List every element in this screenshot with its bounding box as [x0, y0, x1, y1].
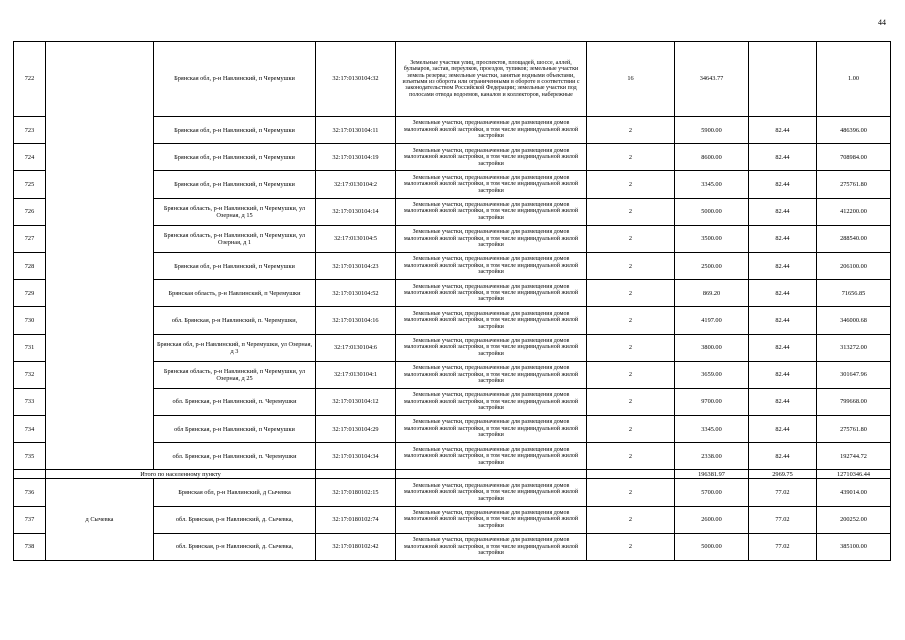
total-empty-cell: [587, 470, 675, 479]
address-cell: Брянская область, р-н Навлинский, п Черемушки: [154, 280, 316, 307]
rate-cell: 82.44: [749, 388, 817, 415]
cadastral-number-cell: 32:17:0130104:52: [316, 280, 396, 307]
address-cell: Брянская обл, р-н Навлинский, п Черемушки: [154, 252, 316, 279]
locality-cell: [46, 42, 154, 470]
area-cell: 3800.00: [675, 334, 749, 361]
group-cell: 16: [587, 42, 675, 117]
rate-cell: 77.02: [749, 506, 817, 533]
cadastral-value-cell: 275761.80: [817, 416, 891, 443]
rate-cell: 77.02: [749, 479, 817, 506]
permitted-use-cell: Земельные участки, предназначенные для размещения домов малоэтажной жилой застройки, в том числе индивидуальной жилой застройки: [396, 307, 587, 334]
address-cell: обл. Брянская, р-н Навлинский, п. Черемушки: [154, 443, 316, 470]
total-value: 12710346.44: [817, 470, 891, 479]
row-number: 722: [14, 42, 46, 117]
cadastral-value-cell: 439014.00: [817, 479, 891, 506]
area-cell: 5000.00: [675, 533, 749, 560]
area-cell: 5000.00: [675, 198, 749, 225]
cadastral-value-cell: 708984.00: [817, 144, 891, 171]
permitted-use-cell: Земельные участки, предназначенные для размещения домов малоэтажной жилой застройки, в том числе индивидуальной жилой застройки: [396, 144, 587, 171]
row-number: 729: [14, 280, 46, 307]
rate-cell: 82.44: [749, 144, 817, 171]
row-number: 730: [14, 307, 46, 334]
rate-cell: 82.44: [749, 443, 817, 470]
address-cell: Брянская обл, р-н Навлинский, п Черемушки: [154, 42, 316, 117]
row-number: 737: [14, 506, 46, 533]
permitted-use-cell: Земельные участки, предназначенные для размещения домов малоэтажной жилой застройки, в том числе индивидуальной жилой застройки: [396, 225, 587, 252]
cadastral-value-cell: 206100.00: [817, 252, 891, 279]
cadastral-number-cell: 32:17:0130104:23: [316, 252, 396, 279]
permitted-use-cell: Земельные участки, предназначенные для размещения домов малоэтажной жилой застройки, в том числе индивидуальной жилой застройки: [396, 280, 587, 307]
cadastral-number-cell: 32:17:0130104:32: [316, 42, 396, 117]
rate-cell: 77.02: [749, 533, 817, 560]
cadastral-number-cell: 32:17:0130104:1: [316, 361, 396, 388]
address-cell: Брянская обл, р-н Навлинский, п Черемушки: [154, 144, 316, 171]
cadastral-value-cell: 799668.00: [817, 388, 891, 415]
permitted-use-cell: Земельные участки, предназначенные для размещения домов малоэтажной жилой застройки, в том числе индивидуальной жилой застройки: [396, 334, 587, 361]
address-cell: Брянская область, р-н Навлинский, п Черемушки, ул Озерная, д 15: [154, 198, 316, 225]
permitted-use-cell: Земельные участки, предназначенные для размещения домов малоэтажной жилой застройки, в том числе индивидуальной жилой застройки: [396, 171, 587, 198]
cadastral-value-cell: 385100.00: [817, 533, 891, 560]
cadastral-value-cell: 275761.80: [817, 171, 891, 198]
group-cell: 2: [587, 225, 675, 252]
row-number: 732: [14, 361, 46, 388]
row-number: 724: [14, 144, 46, 171]
row-number: 726: [14, 198, 46, 225]
address-cell: обл. Брянская, р-н Навлинский, п. Черемушки: [154, 388, 316, 415]
group-cell: 2: [587, 361, 675, 388]
group-cell: 2: [587, 388, 675, 415]
row-number: 738: [14, 533, 46, 560]
area-cell: 3345.00: [675, 171, 749, 198]
area-cell: 3659.00: [675, 361, 749, 388]
permitted-use-cell: Земельные участки, предназначенные для размещения домов малоэтажной жилой застройки, в том числе индивидуальной жилой застройки: [396, 416, 587, 443]
cadastral-number-cell: 32:17:0130104:16: [316, 307, 396, 334]
address-cell: Брянская область, р-н Навлинский, п Черемушки, ул Озерная, д 1: [154, 225, 316, 252]
total-empty-cell: [14, 470, 46, 479]
area-cell: 3500.00: [675, 225, 749, 252]
row-number: 735: [14, 443, 46, 470]
group-cell: 2: [587, 443, 675, 470]
cadastral-value-cell: 486396.00: [817, 117, 891, 144]
cadastral-value-cell: 313272.00: [817, 334, 891, 361]
group-cell: 2: [587, 479, 675, 506]
address-cell: обл. Брянская, р-н Навлинский, д. Сычевка,: [154, 506, 316, 533]
rate-cell: 82.44: [749, 198, 817, 225]
total-label: Итого по населенному пункту: [46, 470, 316, 479]
rate-cell: 82.44: [749, 307, 817, 334]
group-cell: 2: [587, 416, 675, 443]
cadastral-number-cell: 32:17:0180102:15: [316, 479, 396, 506]
table-row: [14, 479, 891, 506]
cadastral-number-cell: 32:17:0180102:74: [316, 506, 396, 533]
cadastral-number-cell: 32:17:0130104:14: [316, 198, 396, 225]
address-cell: Брянская обл, р-н Навлинский, д Сычевка: [154, 479, 316, 506]
row-number: 736: [14, 479, 46, 506]
rate-cell: 82.44: [749, 225, 817, 252]
area-cell: 4197.00: [675, 307, 749, 334]
cadastral-number-cell: 32:17:0130104:5: [316, 225, 396, 252]
locality-total-row: [14, 470, 891, 479]
group-cell: 2: [587, 307, 675, 334]
area-cell: 5700.00: [675, 479, 749, 506]
group-cell: 2: [587, 506, 675, 533]
row-number: 728: [14, 252, 46, 279]
cadastral-number-cell: 32:17:0130104:11: [316, 117, 396, 144]
rate-cell: 82.44: [749, 252, 817, 279]
address-cell: Брянская обл, р-н Навлинский, п Черемушки: [154, 117, 316, 144]
permitted-use-cell: Земельные участки, предназначенные для размещения домов малоэтажной жилой застройки, в том числе индивидуальной жилой застройки: [396, 533, 587, 560]
group-cell: 2: [587, 280, 675, 307]
cadastral-number-cell: 32:17:0130104:34: [316, 443, 396, 470]
address-cell: Брянская обл, р-н Навлинский, п Черемушки: [154, 171, 316, 198]
row-number: 734: [14, 416, 46, 443]
cadastral-value-cell: 1.00: [817, 42, 891, 117]
address-cell: обл. Брянская, р-н Навлинский, д. Сычевка,: [154, 533, 316, 560]
group-cell: 2: [587, 533, 675, 560]
table-row: [14, 42, 891, 117]
cadastral-value-cell: 200252.00: [817, 506, 891, 533]
cadastral-number-cell: 32:17:0130104:12: [316, 388, 396, 415]
cadastral-number-cell: 32:17:0180102:42: [316, 533, 396, 560]
cadastral-value-cell: 412200.00: [817, 198, 891, 225]
group-cell: 2: [587, 171, 675, 198]
rate-cell: [749, 42, 817, 117]
land-plots-table: [13, 41, 891, 561]
row-number: 733: [14, 388, 46, 415]
permitted-use-cell: Земельные участки, предназначенные для размещения домов малоэтажной жилой застройки, в том числе индивидуальной жилой застройки: [396, 388, 587, 415]
rate-cell: 82.44: [749, 334, 817, 361]
row-number: 725: [14, 171, 46, 198]
area-cell: 5900.00: [675, 117, 749, 144]
group-cell: 2: [587, 198, 675, 225]
cadastral-number-cell: 32:17:0130104:29: [316, 416, 396, 443]
permitted-use-cell: Земельные участки, предназначенные для размещения домов малоэтажной жилой застройки, в том числе индивидуальной жилой застройки: [396, 361, 587, 388]
total-rate: 2969.75: [749, 470, 817, 479]
area-cell: 2338.00: [675, 443, 749, 470]
permitted-use-cell: Земельные участки, предназначенные для размещения домов малоэтажной жилой застройки, в том числе индивидуальной жилой застройки: [396, 479, 587, 506]
cadastral-number-cell: 32:17:0130104:2: [316, 171, 396, 198]
cadastral-number-cell: 32:17:0130104:19: [316, 144, 396, 171]
group-cell: 2: [587, 334, 675, 361]
cadastral-value-cell: 288540.00: [817, 225, 891, 252]
permitted-use-cell: Земельные участки, предназначенные для размещения домов малоэтажной жилой застройки, в том числе индивидуальной жилой застройки: [396, 506, 587, 533]
area-cell: 34643.77: [675, 42, 749, 117]
permitted-use-cell: Земельные участки, предназначенные для размещения домов малоэтажной жилой застройки, в том числе индивидуальной жилой застройки: [396, 117, 587, 144]
address-cell: Брянская обл, р-н Навлинский, п Черемушки, ул Озерная, д 3: [154, 334, 316, 361]
area-cell: 3345.00: [675, 416, 749, 443]
row-number: 731: [14, 334, 46, 361]
group-cell: 2: [587, 144, 675, 171]
area-cell: 869.20: [675, 280, 749, 307]
area-cell: 9700.00: [675, 388, 749, 415]
permitted-use-cell: Земельные участки, предназначенные для размещения домов малоэтажной жилой застройки, в том числе индивидуальной жилой застройки: [396, 252, 587, 279]
address-cell: обл. Брянская, р-н Навлинский, п. Черемушки,: [154, 307, 316, 334]
permitted-use-cell: Земельные участки, предназначенные для размещения домов малоэтажной жилой застройки, в том числе индивидуальной жилой застройки: [396, 443, 587, 470]
page-number: 44: [878, 18, 886, 27]
permitted-use-cell: Земельные участки улиц, проспектов, площадей, шоссе, аллей, бульваров, застав, переулков, проездов, тупиков; земельные участки земель резерва; земельные участки, занятые водными объектами, изъятыми из оборота или ограниченными в обороте в соответствии с законодательством Российской Федерации; земельные участки под полосами отвода водоемов, каналов и коллекторов, набережные: [396, 42, 587, 117]
area-cell: 8600.00: [675, 144, 749, 171]
rate-cell: 82.44: [749, 117, 817, 144]
address-cell: обл Брянская, р-н Навлинский, п Черемушки: [154, 416, 316, 443]
address-cell: Брянская область, р-н Навлинский, п Черемушки, ул Озерная, д 25: [154, 361, 316, 388]
rate-cell: 82.44: [749, 361, 817, 388]
group-cell: 2: [587, 252, 675, 279]
rate-cell: 82.44: [749, 280, 817, 307]
group-cell: 2: [587, 117, 675, 144]
total-area: 196381.97: [675, 470, 749, 479]
row-number: 723: [14, 117, 46, 144]
row-number: 727: [14, 225, 46, 252]
rate-cell: 82.44: [749, 171, 817, 198]
permitted-use-cell: Земельные участки, предназначенные для размещения домов малоэтажной жилой застройки, в том числе индивидуальной жилой застройки: [396, 198, 587, 225]
cadastral-value-cell: 346000.68: [817, 307, 891, 334]
total-empty-cell: [396, 470, 587, 479]
cadastral-number-cell: 32:17:0130104:6: [316, 334, 396, 361]
rate-cell: 82.44: [749, 416, 817, 443]
cadastral-value-cell: 301647.96: [817, 361, 891, 388]
locality-name: д Сычевка: [46, 479, 154, 561]
cadastral-value-cell: 71656.85: [817, 280, 891, 307]
total-empty-cell: [316, 470, 396, 479]
cadastral-value-cell: 192744.72: [817, 443, 891, 470]
area-cell: 2500.00: [675, 252, 749, 279]
area-cell: 2600.00: [675, 506, 749, 533]
